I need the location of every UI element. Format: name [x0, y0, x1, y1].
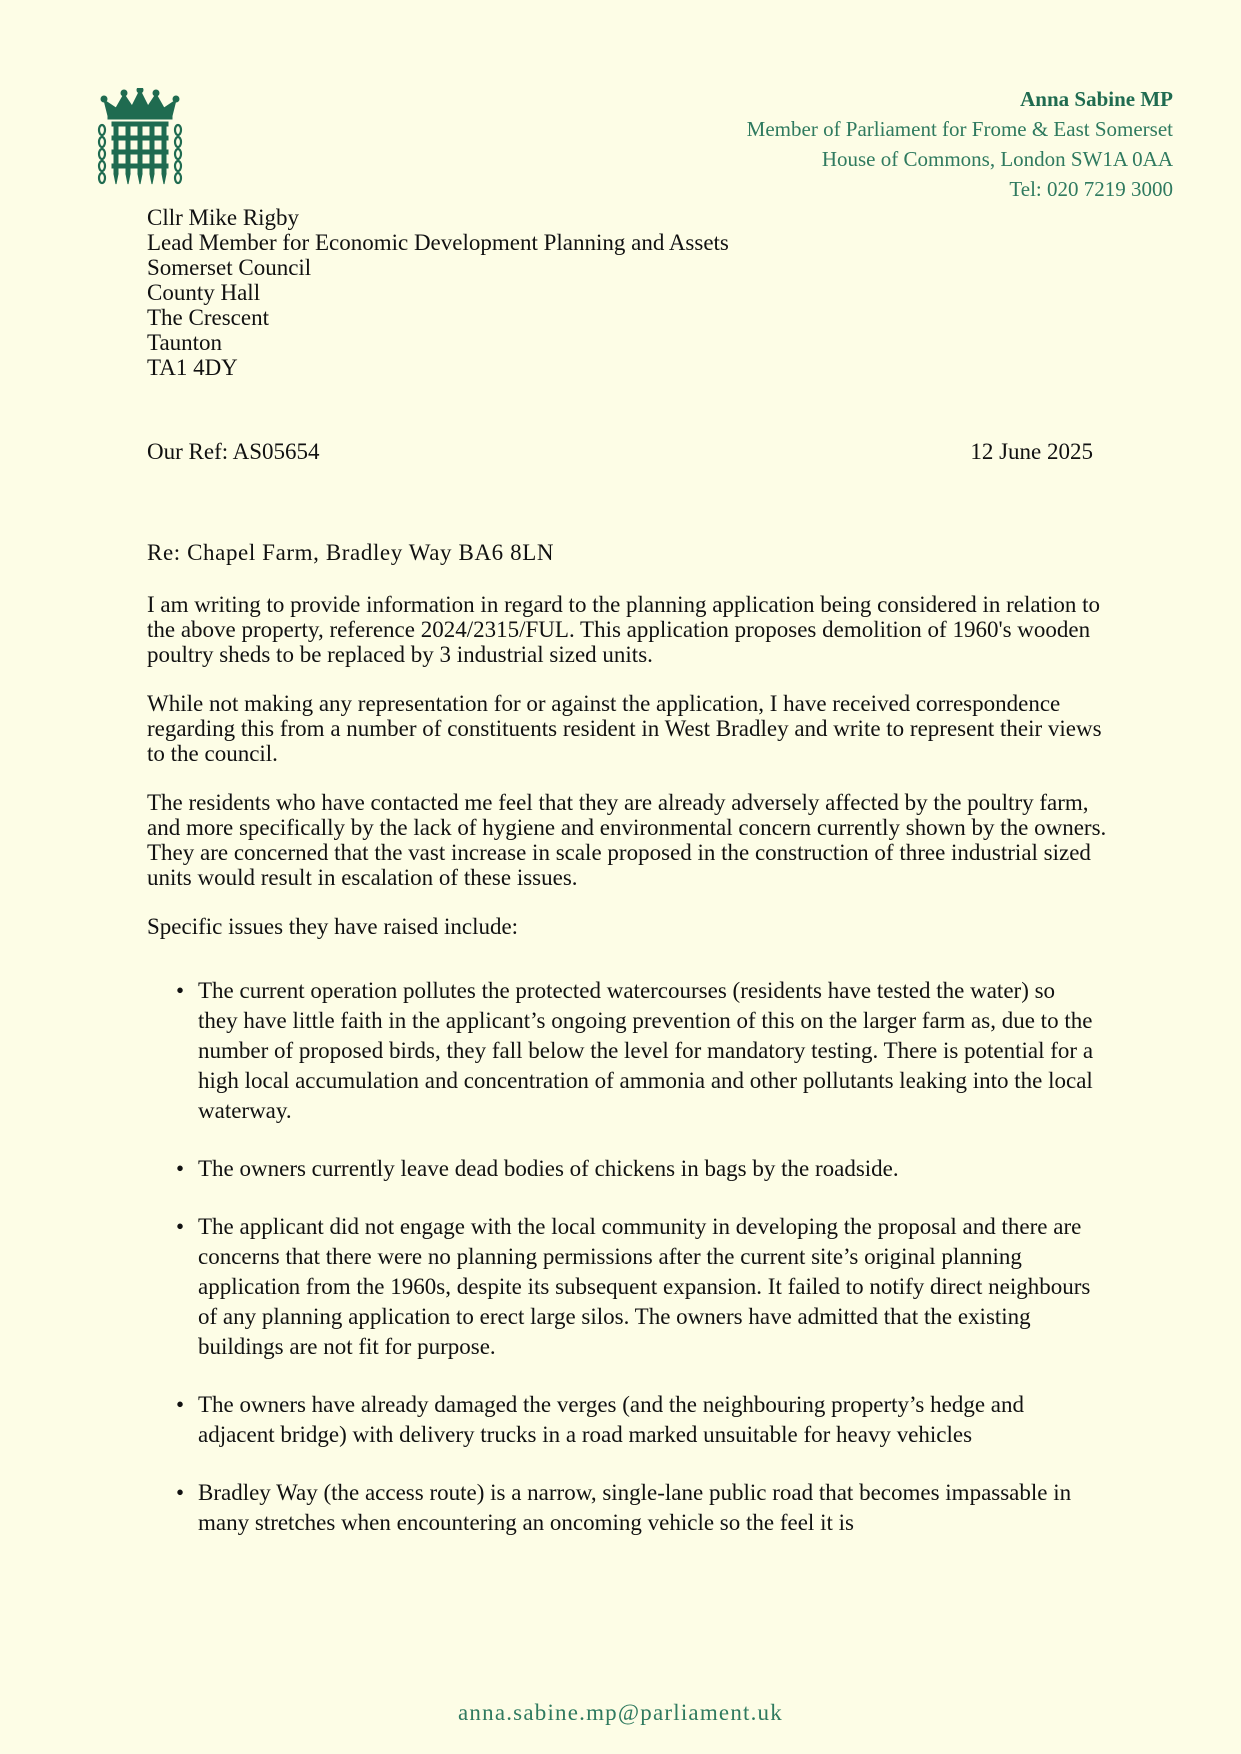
reference-row: [147, 439, 1093, 465]
letter-body: [147, 592, 1107, 963]
recipient-line: Taunton: [147, 330, 223, 355]
body-paragraph: The residents who have contacted me feel that they are already adversely affected by the poultry farm, and more specifically by the lack of hygiene and environmental concern currently shown by the owners. They are concerned that the vast increase in scale proposed in the construction of three industrial sized units would result in escalation of these issues.: [147, 790, 1107, 890]
sender-name: Anna Sabine MP: [1020, 87, 1173, 111]
recipient-line: The Crescent: [147, 305, 269, 330]
list-item: • The current operation pollutes the protected watercourses (residents have tested the water) so they have little faith in the applicant’s ongoing prevention of this on the larger farm as, due to the number of proposed birds, they fall below the level for mandatory testing. There is potential for a high local accumulation and concentration of ammonia and other pollutants leaking into the local waterway.: [198, 976, 1098, 1126]
issues-list: [198, 976, 1098, 1566]
recipient-line: County Hall: [147, 280, 261, 305]
list-item: • The owners currently leave dead bodies of chickens in bags by the roadside.: [198, 1154, 1098, 1184]
recipient-line: Lead Member for Economic Development Planning and Assets: [147, 230, 729, 255]
letter-date: 12 June 2025: [970, 439, 1093, 464]
recipient-line: Somerset Council: [147, 255, 312, 280]
subject-line: Re: Chapel Farm, Bradley Way BA6 8LN: [147, 540, 555, 565]
sender-block: [747, 84, 1173, 204]
recipient-address: [147, 205, 729, 380]
portcullis-icon: [94, 88, 186, 190]
sender-phone: Tel: 020 7219 3000: [1009, 177, 1173, 201]
sender-constituency: Member of Parliament for Frome & East Somerset: [746, 117, 1173, 141]
recipient-line: Cllr Mike Rigby: [147, 205, 300, 230]
sender-address: House of Commons, London SW1A 0AA: [821, 147, 1173, 171]
list-item: • Bradley Way (the access route) is a narrow, single-lane public road that becomes impassable in many stretches when encountering an oncoming vehicle so the feel it is: [198, 1478, 1098, 1538]
list-item: • The owners have already damaged the verges (and the neighbouring property’s hedge and adjacent bridge) with delivery trucks in a road marked unsuitable for heavy vehicles: [198, 1390, 1098, 1450]
our-reference: Our Ref: AS05654: [147, 439, 320, 464]
recipient-line: TA1 4DY: [147, 355, 238, 380]
footer-email[interactable]: anna.sabine.mp@parliament.uk: [458, 1700, 783, 1725]
body-paragraph: While not making any representation for or against the application, I have received correspondence regarding this from a number of constituents resident in West Bradley and write to represent their views to the council.: [147, 691, 1102, 766]
body-paragraph: Specific issues they have raised include:: [147, 914, 519, 939]
body-paragraph: I am writing to provide information in regard to the planning application being considered in relation to the above property, reference 2024/2315/FUL. This application proposes demolition of 1960's wooden poultry sheds to be replaced by 3 industrial sized units.: [147, 592, 1100, 667]
list-item: • The applicant did not engage with the local community in developing the proposal and there are concerns that there were no planning permissions after the current site’s original planning application from the 1960s, despite its subsequent expansion. It failed to notify direct neighbours of any planning application to erect large silos. The owners have admitted that the existing buildings are not fit for purpose.: [198, 1212, 1098, 1362]
